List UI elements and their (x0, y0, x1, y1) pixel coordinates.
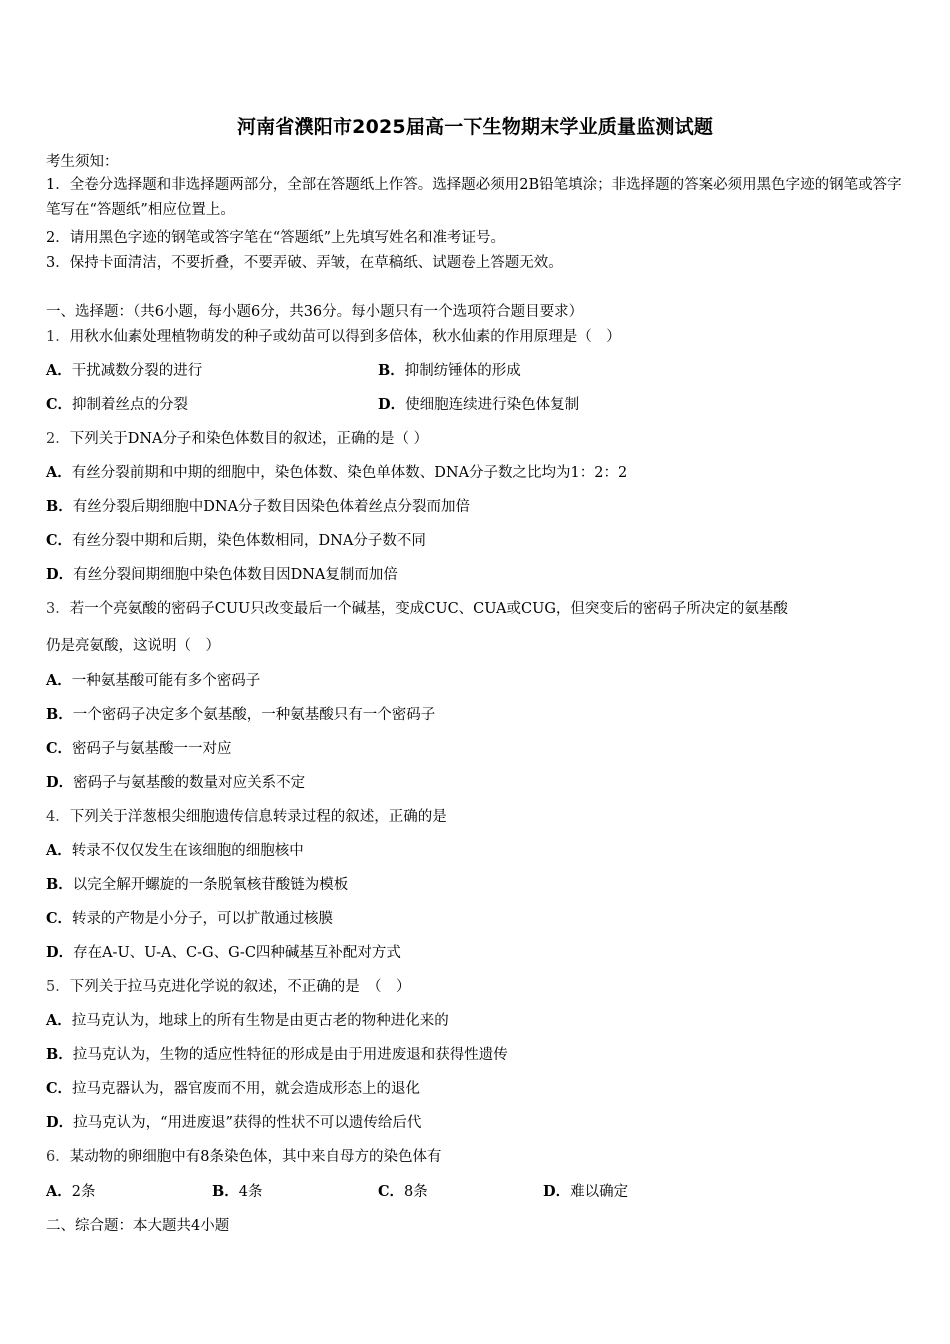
question-3-stem-line1 (46, 599, 788, 619)
option-6b: B．4条 (212, 1183, 263, 1200)
option-4c: C．转录的产物是小分子，可以扩散通过核膜 (46, 910, 334, 927)
option-6c: C．8条 (378, 1183, 428, 1200)
option-2a: A．有丝分裂前期和中期的细胞中，染色体数、染色单体数、DNA分子数之比均为1：2：2 (46, 464, 628, 481)
option-1b: B．抑制纺锤体的形成 (378, 362, 521, 379)
question-text: 用秋水仙素处理植物萌发的种子或幼苗可以得到多倍体，秋水仙素的作用原理是（ ） (69, 329, 621, 345)
option-6a: A．2条 (46, 1183, 96, 1200)
question-number: 3． (46, 601, 70, 617)
section2-heading: 二、综合题：本大题共4小题 (46, 1218, 230, 1234)
option-1c: C．抑制着丝点的分裂 (46, 396, 189, 413)
question-text: 下列关于DNA分子和染色体数目的叙述，正确的是（ ） (69, 431, 429, 447)
question-text: 某动物的卵细胞中有8条染色体，其中来自母方的染色体有 (69, 1149, 442, 1165)
question-text: 下列关于洋葱根尖细胞遗传信息转录过程的叙述，正确的是 (69, 809, 447, 825)
option-2c: C．有丝分裂中期和后期，染色体数相同，DNA分子数不同 (46, 532, 426, 549)
notice-item-3: 3．保持卡面清洁，不要折叠，不要弄破、弄皱，在草稿纸、试题卷上答题无效。 (46, 255, 563, 271)
question-4-stem (46, 807, 447, 827)
option-3c: C．密码子与氨基酸一一对应 (46, 740, 232, 757)
option-2d: D．有丝分裂间期细胞中染色体数目因DNA复制而加倍 (46, 566, 398, 583)
question-3-stem-line2: 仍是亮氨酸，这说明（ ） (46, 638, 220, 654)
option-1d: D．使细胞连续进行染色体复制 (378, 396, 580, 413)
question-number: 6． (46, 1149, 70, 1165)
question-6-stem (46, 1147, 441, 1167)
notice-item-2: 2．请用黑色字迹的钢笔或答字笔在“答题纸”上先填写姓名和准考证号。 (46, 230, 506, 246)
option-4d: D．存在A-U、U-A、C-G、G-C四种碱基互补配对方式 (46, 944, 401, 961)
question-text: 下列关于拉马克进化学说的叙述，不正确的是 （ ） (69, 979, 411, 995)
question-5-stem (46, 977, 410, 997)
page-title: 河南省濮阳市2025届高一下生物期末学业质量监测试题 (236, 116, 714, 138)
option-4b: B．以完全解开螺旋的一条脱氧核苷酸链为模板 (46, 876, 349, 893)
option-3d: D．密码子与氨基酸的数量对应关系不定 (46, 774, 306, 791)
question-number: 4． (46, 809, 70, 825)
option-3a: A．一种氨基酸可能有多个密码子 (46, 672, 261, 689)
option-5b: B．拉马克认为，生物的适应性特征的形成是由于用进废退和获得性遗传 (46, 1046, 508, 1063)
option-5d: D．拉马克认为，“用进废退”获得的性状不可以遗传给后代 (46, 1114, 422, 1131)
option-4a: A．转录不仅仅发生在该细胞的细胞核中 (46, 842, 304, 859)
option-6d: D．难以确定 (543, 1183, 629, 1200)
option-3b: B．一个密码子决定多个氨基酸，一种氨基酸只有一个密码子 (46, 706, 436, 723)
question-number: 5． (46, 979, 70, 995)
question-text: 若一个亮氨酸的密码子CUU只改变最后一个碱基，变成CUC、CUA或CUG，但突变后的密码子所决定的氨基酸 (69, 601, 788, 617)
question-number: 2． (46, 431, 70, 447)
question-number: 1． (46, 329, 70, 345)
section1-heading: 一、选择题：（共6小题，每小题6分，共36分。每小题只有一个选项符合题目要求） (46, 304, 584, 320)
notice-heading: 考生须知： (46, 154, 119, 170)
question-1-stem (46, 327, 621, 347)
option-1a: A．干扰减数分裂的进行 (46, 362, 203, 379)
option-2b: B．有丝分裂后期细胞中DNA分子数目因染色体着丝点分裂而加倍 (46, 498, 471, 515)
option-5c: C．拉马克器认为，器官废而不用，就会造成形态上的退化 (46, 1080, 421, 1097)
option-5a: A．拉马克认为，地球上的所有生物是由更古老的物种进化来的 (46, 1012, 449, 1029)
notice-item-1: 1．全卷分选择题和非选择题两部分，全部在答题纸上作答。选择题必须用2B铅笔填涂；非选择题的答案必须用黑色字迹的钢笔或答字笔写在“答题纸”相应位置上。 (46, 177, 902, 218)
question-2-stem (46, 429, 428, 449)
